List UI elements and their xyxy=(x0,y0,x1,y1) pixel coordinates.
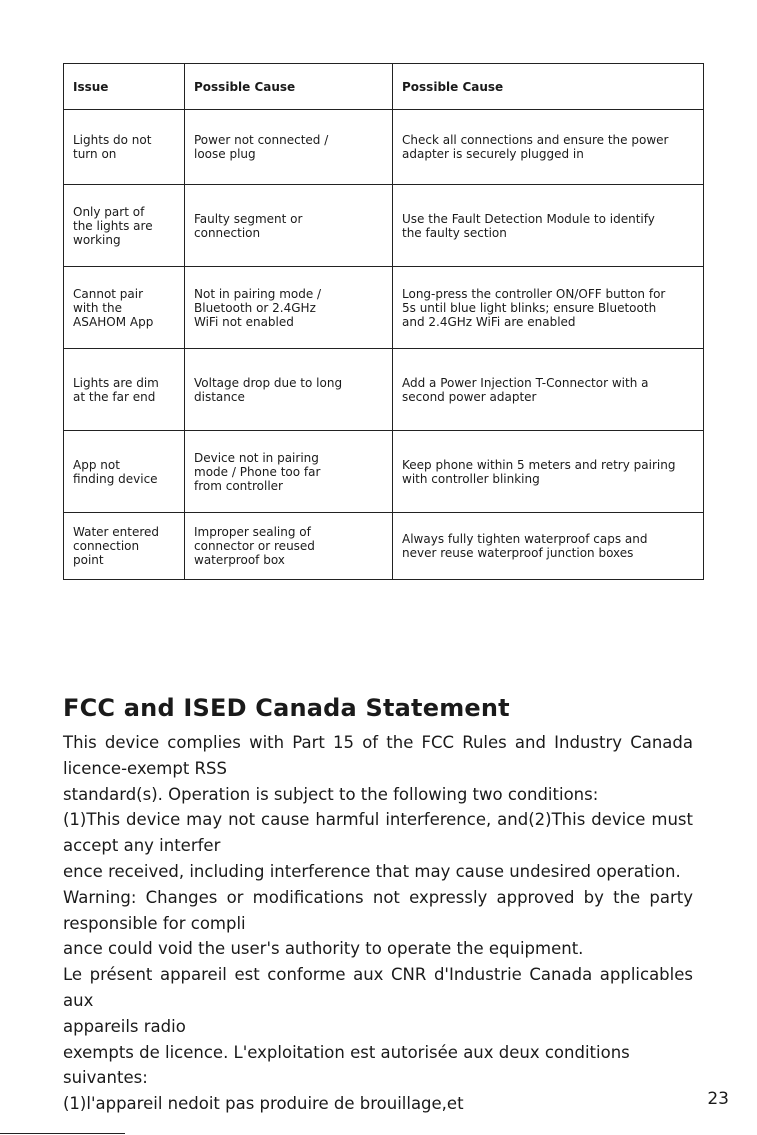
cause-cell: Improper sealing of connector or reused waterproof box xyxy=(185,513,393,580)
table-row xyxy=(64,267,704,349)
cause-cell: Device not in pairing mode / Phone too far from controller xyxy=(185,431,393,513)
issue-cell: App not finding device xyxy=(64,431,185,513)
header-solution: Possible Cause xyxy=(393,64,704,110)
statement-line: accept any interfer xyxy=(63,836,221,856)
solution-cell: Use the Fault Detection Module to identify the faulty section xyxy=(393,185,704,267)
header-issue: Issue xyxy=(64,64,185,110)
statement-line: This device complies with Part 15 of the FCC Rules and Industry Canada xyxy=(63,733,693,752)
statement-line: responsible for compli xyxy=(63,913,246,933)
statement-line: ence received, including interference that may cause undesired operation. xyxy=(63,861,681,881)
issue-cell: Cannot pair with the ASAHOM App xyxy=(64,267,185,349)
statement-line: Le présent appareil est conforme aux CNR d'Industrie Canada applicables aux xyxy=(63,965,693,1010)
statement-heading: FCC and ISED Canada Statement xyxy=(63,694,510,722)
solution-cell: Always fully tighten waterproof caps and never reuse waterproof junction boxes xyxy=(393,513,704,580)
statement-line: (1)l'appareil nedoit pas produire de brouillage,et xyxy=(63,1094,464,1114)
statement-line: exempts de licence. L'exploitation est autorisée aux deux conditions suivantes: xyxy=(63,1042,630,1088)
issue-cell: Only part of the lights are working xyxy=(64,185,185,267)
statement-line: standard(s). Operation is subject to the following two conditions: xyxy=(63,784,599,804)
page-number: 23 xyxy=(707,1089,729,1109)
statement-line: (1)This device may not cause harmful interference, and(2)This device must xyxy=(63,810,693,830)
cause-cell: Not in pairing mode / Bluetooth or 2.4GHz WiFi not enabled xyxy=(185,267,393,349)
statement-line: licence-exempt RSS xyxy=(63,758,227,778)
solution-cell: Long-press the controller ON/OFF button for 5s until blue light blinks; ensure Bluetooth and 2.4GHz WiFi are enabled xyxy=(393,267,704,349)
statement-line: Warning: Changes or modifications not expressly approved by the party xyxy=(63,887,693,907)
solution-cell: Check all connections and ensure the power adapter is securely plugged in xyxy=(393,110,704,185)
table-row xyxy=(64,185,704,267)
solution-cell: Keep phone within 5 meters and retry pairing with controller blinking xyxy=(393,431,704,513)
issue-cell: Water entered connection point xyxy=(64,513,185,580)
cause-cell: Voltage drop due to long distance xyxy=(185,349,393,431)
statement-line: ance could void the user's authority to operate the equipment. xyxy=(63,939,584,959)
statement-body xyxy=(63,730,693,1117)
cause-cell: Faulty segment or connection xyxy=(185,185,393,267)
table-row xyxy=(64,513,704,580)
statement-line: appareils radio xyxy=(63,1016,186,1036)
table-row xyxy=(64,349,704,431)
footer-rule xyxy=(0,1133,125,1134)
issue-cell: Lights are dim at the far end xyxy=(64,349,185,431)
cause-cell: Power not connected / loose plug xyxy=(185,110,393,185)
issue-cell: Lights do not turn on xyxy=(64,110,185,185)
header-possible-cause: Possible Cause xyxy=(185,64,393,110)
solution-cell: Add a Power Injection T-Connector with a second power adapter xyxy=(393,349,704,431)
table-row xyxy=(64,110,704,185)
table-row xyxy=(64,431,704,513)
table-header-row xyxy=(64,64,704,110)
troubleshooting-table xyxy=(63,63,704,580)
